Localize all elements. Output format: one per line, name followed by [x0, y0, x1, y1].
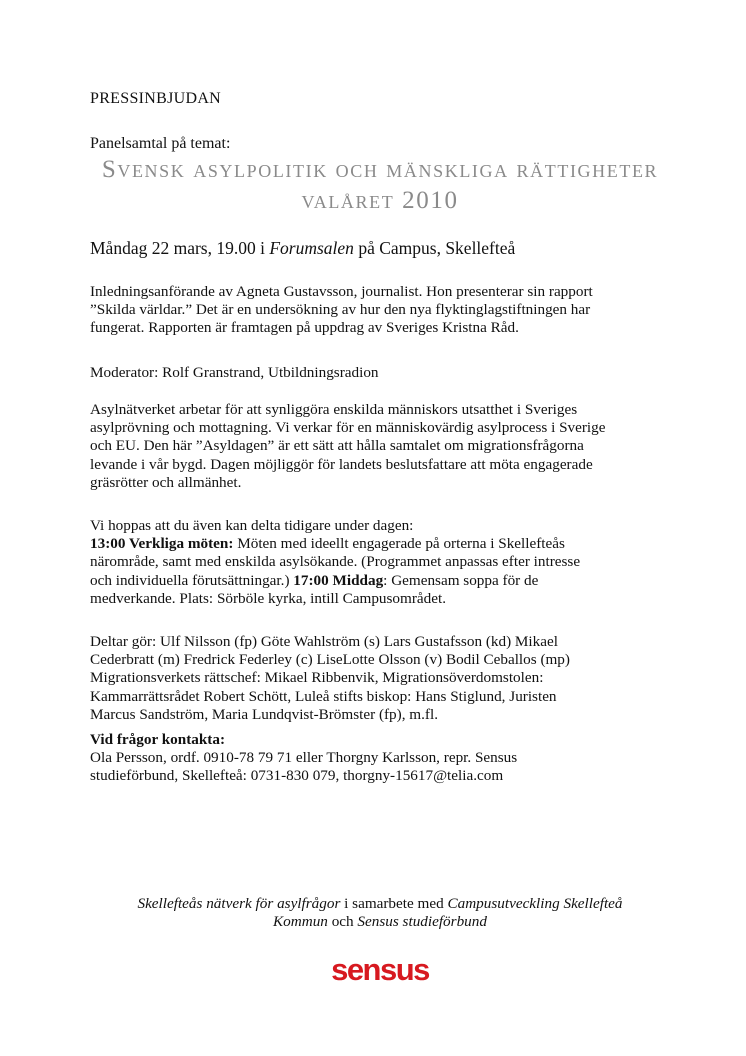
- event-date-location: [90, 238, 515, 259]
- program-item-text: : Gemensam soppa för de: [383, 571, 539, 589]
- participants-line: Deltar gör: Ulf Nilsson (fp) Göte Wahlström (s) Lars Gustafsson (kd) Mikael: [90, 633, 558, 650]
- organizer-name: Campusutveckling Skellefteå: [447, 895, 623, 912]
- asyl-line: asylprövning och mottagning. Vi verkar för en människovärdig asylprocess i Sverige: [90, 419, 606, 437]
- program-item-text: närområde, samt med enskilda asylsökande. (Programmet anpassas efter intresse: [90, 553, 581, 571]
- venue-name: Forumsalen: [269, 238, 354, 258]
- daytime-program-paragraph: [90, 517, 662, 608]
- moderator-line: Moderator: Rolf Granstrand, Utbildningsradion: [90, 364, 379, 381]
- organizer-name: Skellefteås nätverk för asylfrågor: [137, 895, 341, 912]
- asyl-line: och EU. Den här ”Asyldagen” är ett sätt att hålla samtalet om migrationsfrågorna: [90, 437, 584, 455]
- date-prefix: Måndag 22 mars, 19.00 i: [90, 238, 270, 258]
- participants-line: Kammarrättsrådet Robert Schött, Luleå stifts biskop: Hans Stiglund, Juristen: [90, 687, 557, 705]
- program-item-text: medverkande. Plats: Sörböle kyrka, intill Campusområdet.: [90, 589, 446, 607]
- organizer-name: Kommun: [273, 913, 328, 931]
- event-title-line-1: Svensk asylpolitik och mänskliga rättigheter: [101, 156, 659, 183]
- asylum-network-paragraph: [90, 401, 662, 492]
- participants-line: Migrationsverkets rättschef: Mikael Ribbenvik, Migrationsöverdomstolen:: [90, 669, 544, 687]
- intro-line: ”Skilda världar.” Det är en undersökning av hur den nya flyktinglagstiftningen har: [90, 301, 591, 319]
- intro-line: fungerat. Rapporten är framtagen på uppdrag av Sveriges Kristna Råd.: [90, 319, 519, 337]
- participants-line: Marcus Sandström, Maria Lundqvist-Brömster (fp), m.fl.: [90, 705, 438, 723]
- intro-line: Inledningsanförande av Agneta Gustavsson, journalist. Hon presenterar sin rapport: [90, 283, 593, 300]
- footer-connector: och: [327, 913, 358, 931]
- program-item-text: Möten med ideellt engagerade på orterna i Skellefteås: [233, 535, 565, 553]
- program-item-text: och individuella förutsättningar.): [90, 571, 294, 589]
- contact-line: studieförbund, Skellefteå: 0731-830 079, thorgny-15617@telia.com: [90, 767, 504, 785]
- organizers-footer: [90, 895, 670, 932]
- footer-connector: i samarbete med: [340, 895, 448, 912]
- program-item-time: 13:00 Verkliga möten:: [90, 535, 234, 553]
- intro-paragraph: [90, 283, 662, 338]
- program-item-time: 17:00 Middag: [293, 571, 384, 589]
- contact-block: [90, 731, 662, 786]
- panel-lead-text: Panelsamtal på temat:: [90, 135, 231, 152]
- participants-paragraph: [90, 633, 662, 724]
- sensus-logo: sensus: [331, 952, 429, 987]
- asyl-line: levande i vår bygd. Dagen möjliggör för landets beslutsfattare att möta engagerade: [90, 455, 593, 473]
- organizer-name: Sensus studieförbund: [357, 913, 487, 931]
- event-title-line-2: valåret 2010: [301, 187, 459, 214]
- participants-line: Cederbratt (m) Fredrick Federley (c) LiseLotte Olsson (v) Bodil Ceballos (mp): [90, 651, 570, 669]
- press-invitation-label: PRESSINBJUDAN: [90, 90, 222, 107]
- day-intro: Vi hoppas att du även kan delta tidigare under dagen:: [90, 517, 414, 534]
- contact-heading: Vid frågor kontakta:: [90, 731, 226, 748]
- asyl-line: Asylnätverket arbetar för att synliggöra enskilda människors utsatthet i Sveriges: [90, 401, 578, 418]
- contact-line: Ola Persson, ordf. 0910-78 79 71 eller Thorgny Karlsson, repr. Sensus: [90, 749, 518, 767]
- date-suffix: på Campus, Skellefteå: [353, 238, 516, 258]
- asyl-line: gräsrötter och allmänhet.: [90, 473, 242, 491]
